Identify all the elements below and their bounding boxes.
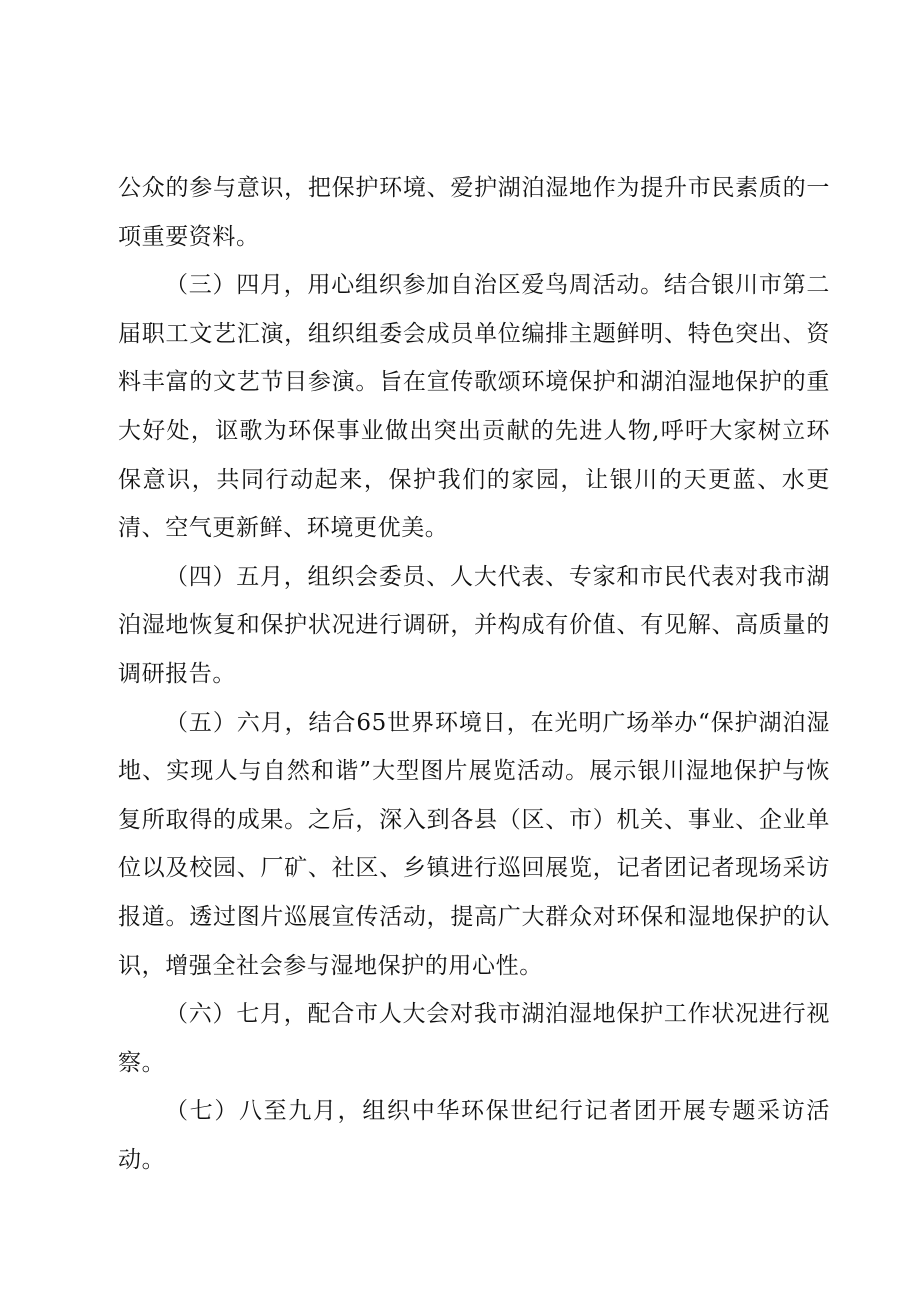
document-body [118, 164, 830, 1184]
paragraph-item-7: （七）八至九月，组织中华环保世纪行记者团开展专题采访活动。 [118, 1098, 830, 1173]
paragraph-continuation: 公众的参与意识，把保护环境、爱护湖泊湿地作为提升市民素质的一项重要资料。 [118, 175, 830, 250]
paragraph-item-4: （四）五月，组织会委员、人大代表、专家和市民代表对我市湖泊湿地恢复和保护状况进行调研，并构成有价值、有见解、高质量的调研报告。 [118, 563, 830, 687]
paragraph-item-5: （五）六月，结合65世界环境日，在光明广场举办“保护湖泊湿地、实现人与自然和谐”大型图片展览活动。展示银川湿地保护与恢复所取得的成果。之后，深入到各县（区、市）机关、事业、企业单位以及校园、厂矿、社区、乡镇进行巡回展览，记者团记者现场采访报道。透过图片巡展宣传活动，提高广大群众对环保和湿地保护的认识，增强全社会参与湿地保护的用心性。 [118, 709, 830, 979]
paragraph-item-6: （六）七月，配合市人大会对我市湖泊湿地保护工作状况进行视察。 [118, 1001, 830, 1076]
paragraph-item-3: （三）四月，用心组织参加自治区爱鸟周活动。结合银川市第二届职工文艺汇演，组织组委会成员单位编排主题鲜明、特色突出、资料丰富的文艺节目参演。旨在宣传歌颂环境保护和湖泊湿地保护的重大好处，讴歌为环保事业做出突出贡献的先进人物,呼吁大家树立环保意识，共同行动起来，保护我们的家园，让银川的天更蓝、水更清、空气更新鲜、环境更优美。 [118, 272, 830, 542]
